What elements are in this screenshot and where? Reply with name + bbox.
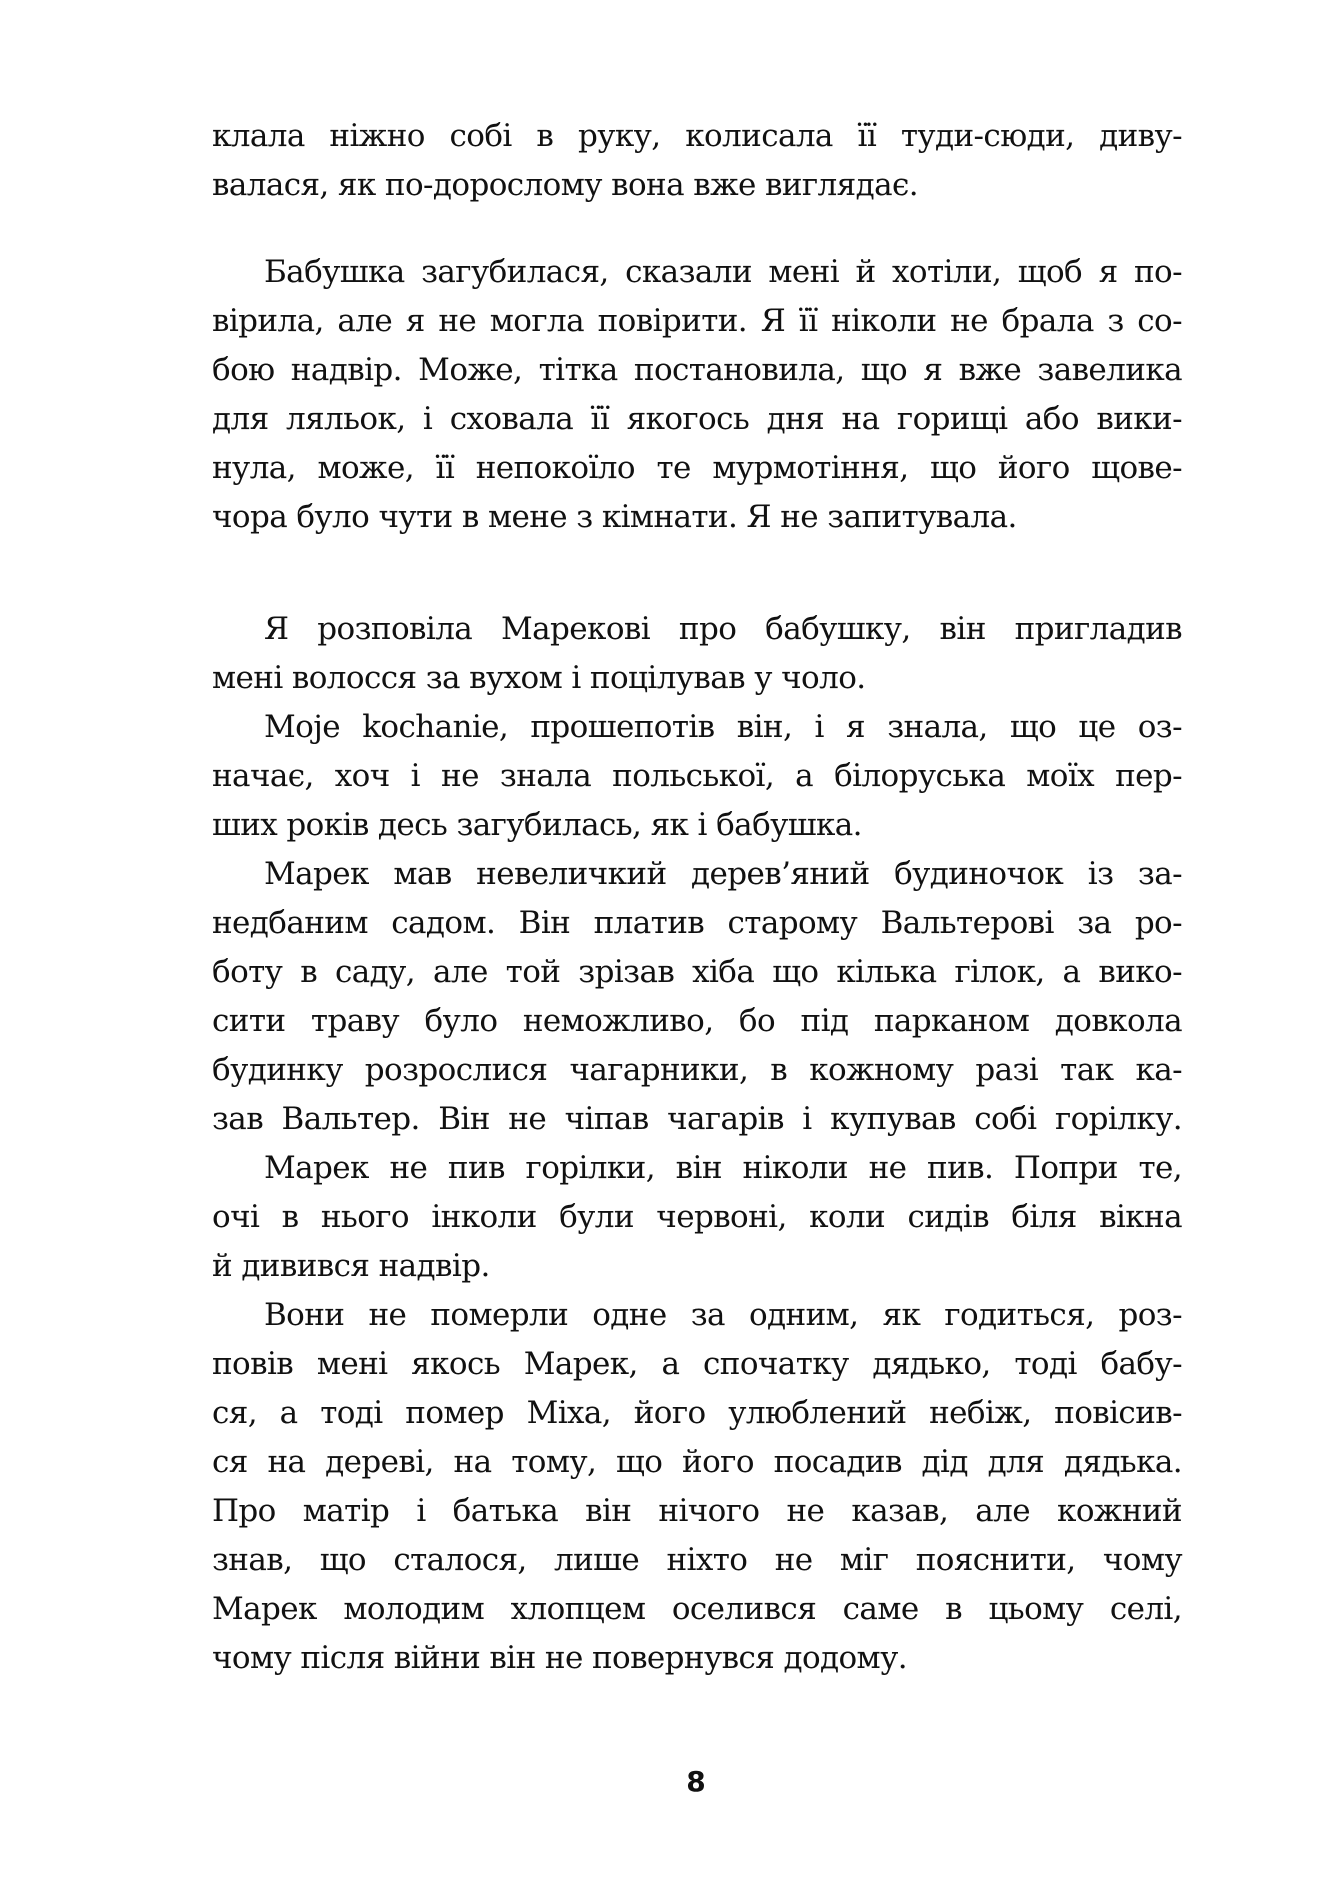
text-line: вірила, але я не могла повірити. Я її ніколи не брала з со- (212, 303, 1182, 339)
text-line: бою надвір. Може, тітка постановила, що я вже завелика (212, 352, 1182, 388)
text-line: Я розповіла Марекові про бабушку, він пригладив (264, 611, 1182, 647)
text-line: боту в саду, але той зрізав хіба що кілька гілок, а вико- (212, 954, 1182, 990)
text-line: чора було чути в мене з кімнати. Я не запитувала. (212, 499, 1017, 535)
text-line: для ляльок, і сховала її якогось дня на горищі або вики- (212, 401, 1182, 437)
text-line: Вони не померли одне за одним, як годиться, роз- (264, 1297, 1182, 1333)
text-line: очі в нього інколи були червоні, коли сидів біля вікна (212, 1199, 1182, 1235)
text-line: сити траву було неможливо, бо під парканом довкола (212, 1003, 1182, 1039)
text-line: нула, може, її непокоїло те мурмотіння, що його щове- (212, 450, 1182, 486)
paragraph (212, 1144, 1182, 1291)
paragraph (212, 1291, 1182, 1683)
text-line: будинку розрослися чагарники, в кожному разі так ка- (212, 1052, 1182, 1088)
text-line: Марек молодим хлопцем оселився саме в цьому селі, (212, 1591, 1182, 1627)
text-line: недбаним садом. Він платив старому Вальтерові за ро- (212, 905, 1182, 941)
text-line: ших років десь загубилась, як і бабушка. (212, 807, 862, 843)
text-line: Бабушка загубилася, сказали мені й хотіли, щоб я по- (264, 254, 1182, 290)
text-line: Марек не пив горілки, він ніколи не пив. Попри те, (264, 1150, 1182, 1186)
text-line: Марек мав невеличкий дерев’яний будиночок із за- (264, 856, 1182, 892)
paragraph (212, 605, 1182, 703)
text-line: чому після війни він не повернувся додому. (212, 1640, 907, 1676)
text-line: мені волосся за вухом і поцілував у чоло. (212, 660, 866, 696)
paragraph-continuation (212, 112, 1182, 210)
text-line: начає, хоч і не знала польської, а білоруська моїх пер- (212, 758, 1182, 794)
text-line: валася, як по-дорослому вона вже виглядає. (212, 167, 918, 203)
text-line: зав Вальтер. Він не чіпав чагарів і купував собі горілку. (212, 1101, 1182, 1137)
text-line: повів мені якось Марек, а спочатку дядько, тоді бабу- (212, 1346, 1182, 1382)
text-line: Про матір і батька він нічого не казав, але кожний (212, 1493, 1182, 1529)
text-line: Moje kochanie, прошепотів він, і я знала, що це оз- (264, 709, 1182, 745)
page-number: 8 (686, 1765, 706, 1798)
text-line: клала ніжно собі в руку, колисала її туди-сюди, диву- (212, 118, 1182, 154)
text-line: й дивився надвір. (212, 1248, 490, 1284)
text-line: ся, а тоді помер Міха, його улюблений небіж, повісив- (212, 1395, 1182, 1431)
paragraph (212, 248, 1182, 542)
paragraph (212, 850, 1182, 1144)
text-line: знав, що сталося, лише ніхто не міг пояснити, чому (212, 1542, 1182, 1578)
paragraph (212, 703, 1182, 850)
text-line: ся на дереві, на тому, що його посадив дід для дядька. (212, 1444, 1182, 1480)
